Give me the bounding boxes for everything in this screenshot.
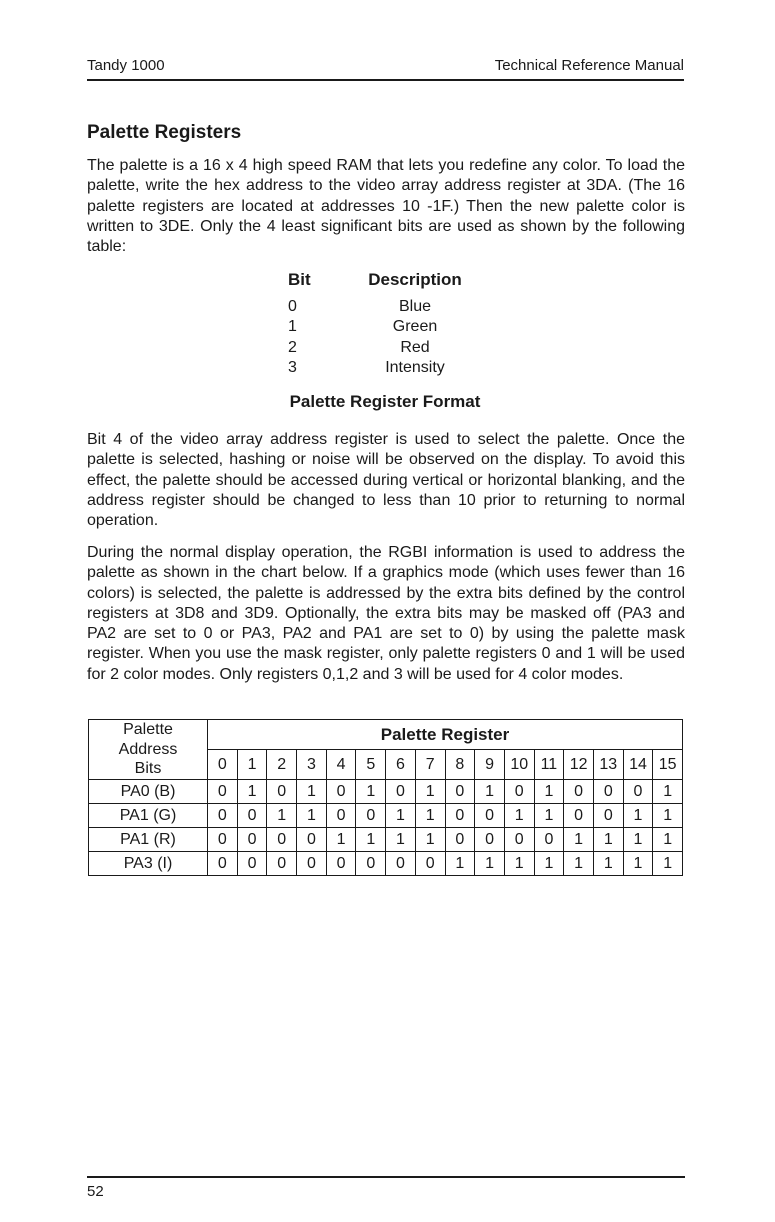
bit-cell: 0: [267, 779, 297, 803]
bit-cell: 1: [653, 779, 683, 803]
bit-cell: 1: [475, 779, 505, 803]
bit-cell: 0: [267, 851, 297, 875]
address-header-line: Address: [118, 740, 178, 758]
bit-cell: 1: [297, 803, 327, 827]
bit-cell: 0: [415, 851, 445, 875]
table-row: [89, 827, 683, 851]
bit-cell: 1: [653, 827, 683, 851]
bit-cell: 0: [504, 779, 534, 803]
bit-cell: 0: [593, 803, 623, 827]
bit-cell: 1: [623, 803, 653, 827]
bit-table-row: [270, 338, 500, 359]
palette-register-header: Palette Register: [208, 720, 683, 750]
bit-table-row: [270, 358, 500, 379]
bit-cell: 0: [237, 827, 267, 851]
register-number: 8: [445, 750, 475, 779]
bit-cell: 0: [475, 803, 505, 827]
bit-cell: 1: [593, 851, 623, 875]
bit-cell: 1: [564, 851, 594, 875]
bit-description: Intensity: [385, 359, 445, 376]
bit-description-table: [270, 270, 500, 379]
register-number: 9: [475, 750, 505, 779]
bit-cell: 1: [623, 827, 653, 851]
bit-cell: 1: [534, 779, 564, 803]
bit-cell: 0: [593, 779, 623, 803]
bit-cell: 1: [267, 803, 297, 827]
bit-cell: 1: [356, 779, 386, 803]
bit-cell: 0: [386, 779, 416, 803]
bit-table-header: [270, 270, 500, 291]
register-number: 6: [386, 750, 416, 779]
register-number: 4: [326, 750, 356, 779]
address-bits-header: [89, 720, 208, 780]
header-manual-name: Technical Reference Manual: [494, 57, 684, 74]
bit-cell: 0: [475, 827, 505, 851]
bit-cell: 1: [475, 851, 505, 875]
table-row: [89, 851, 683, 875]
bit-cell: 1: [237, 779, 267, 803]
bit-cell: 0: [564, 779, 594, 803]
bit-cell: 0: [208, 779, 238, 803]
bit-cell: 1: [653, 851, 683, 875]
register-number: 14: [623, 750, 653, 779]
bit-cell: 0: [297, 851, 327, 875]
bit-cell: 1: [653, 803, 683, 827]
bit-cell: 0: [504, 827, 534, 851]
bit-description: Green: [392, 318, 438, 335]
bit-cell: 0: [445, 827, 475, 851]
bit-cell: 1: [415, 779, 445, 803]
palette-address-table: [88, 719, 683, 876]
page-number: 52: [87, 1183, 104, 1200]
address-bit-label: PA3 (I): [89, 851, 208, 875]
register-number: 0: [208, 750, 238, 779]
bit-cell: 0: [386, 851, 416, 875]
bit-cell: 1: [445, 851, 475, 875]
paragraph-intro: The palette is a 16 x 4 high speed RAM that lets you redefine any color. To load the palette, write the hex address to the video array address register at 3DA. (The 16 palette registers are located at addresses 10 -1F.) Then the new palette color is written to 3DE. Only the 4 least significant bits are used as shown by the following table:: [87, 157, 685, 256]
bit-cell: 1: [356, 827, 386, 851]
bit-cell: 1: [504, 803, 534, 827]
bit-cell: 0: [534, 827, 564, 851]
description-header: Description: [368, 270, 462, 289]
bit-cell: 1: [415, 827, 445, 851]
bit-cell: 0: [297, 827, 327, 851]
bit-cell: 0: [356, 851, 386, 875]
page-header: [87, 56, 684, 76]
bit-cell: 0: [237, 851, 267, 875]
bit-cell: 1: [564, 827, 594, 851]
address-header-line: Palette: [123, 721, 173, 738]
paragraph-palette-select: Bit 4 of the video array address register is used to select the palette. Once the palette is selected, hashing or noise will be observed on the display. To avoid this effect, the palette should be accessed during vertical or horizontal blanking, and the address register should be changed to less than 10 prior to returning to normal operation.: [87, 431, 685, 530]
register-number: 13: [593, 750, 623, 779]
register-number: 1: [237, 750, 267, 779]
bit-cell: 0: [237, 803, 267, 827]
register-number: 12: [564, 750, 594, 779]
address-header-line: Bits: [134, 760, 162, 777]
register-number: 10: [504, 750, 534, 779]
bit-cell: 1: [386, 827, 416, 851]
bit-table-row: [270, 317, 500, 338]
header-title: Tandy 1000: [87, 57, 165, 74]
table-row: [89, 779, 683, 803]
bit-cell: 0: [356, 803, 386, 827]
bit-cell: 0: [208, 851, 238, 875]
paragraph-normal-operation: During the normal display operation, the RGBI information is used to address the palette as shown in the chart below. If a graphics mode (which uses fewer than 16 colors) is selected, the palette is addressed by the extra bits defined by the control registers at 3D8 and 3D9. Optionally, the extra bits may be masked off (PA3 and PA2 are set to 0 or PA3, PA2 and PA1 are set to 0) by using the palette mask register. When you use the mask register, only palette registers 0 and 1 will be used for 2 color modes. Only registers 0,1,2 and 3 will be used for 4 color modes.: [87, 544, 685, 683]
bit-cell: 1: [386, 803, 416, 827]
register-number: 7: [415, 750, 445, 779]
bit-cell: 1: [623, 851, 653, 875]
bit-cell: 1: [326, 827, 356, 851]
table-row: [89, 803, 683, 827]
address-bit-label: PA1 (R): [89, 827, 208, 851]
bit-cell: 1: [504, 851, 534, 875]
bit-cell: 1: [534, 803, 564, 827]
bit-cell: 1: [415, 803, 445, 827]
address-bit-label: PA1 (G): [89, 803, 208, 827]
bit-cell: 0: [326, 851, 356, 875]
bit-cell: 0: [445, 779, 475, 803]
bit-description: Red: [400, 338, 430, 356]
bit-cell: 0: [208, 827, 238, 851]
register-number: 11: [534, 750, 564, 779]
header-rule: [87, 79, 684, 81]
bit-value: 1: [288, 318, 297, 335]
register-number: 3: [297, 750, 327, 779]
bit-cell: 1: [534, 851, 564, 875]
bit-cell: 1: [297, 779, 327, 803]
bit-cell: 0: [267, 827, 297, 851]
register-number: 2: [267, 750, 297, 779]
bit-cell: 0: [564, 803, 594, 827]
bit-value: 3: [288, 359, 297, 376]
bit-cell: 1: [593, 827, 623, 851]
bit-table-caption: Palette Register Format: [289, 392, 481, 411]
bit-cell: 0: [623, 779, 653, 803]
bit-description: Blue: [398, 297, 432, 315]
address-bit-label: PA0 (B): [89, 779, 208, 803]
register-number: 15: [653, 750, 683, 779]
bit-cell: 0: [326, 803, 356, 827]
bit-value: 2: [288, 338, 297, 356]
bit-value: 0: [288, 297, 297, 315]
bit-cell: 0: [326, 779, 356, 803]
bit-table-row: [270, 297, 500, 318]
register-number: 5: [356, 750, 386, 779]
bit-header: Bit: [288, 270, 311, 289]
footer-rule: [87, 1176, 685, 1178]
section-title: Palette Registers: [87, 122, 242, 143]
bit-cell: 0: [208, 803, 238, 827]
bit-cell: 0: [445, 803, 475, 827]
